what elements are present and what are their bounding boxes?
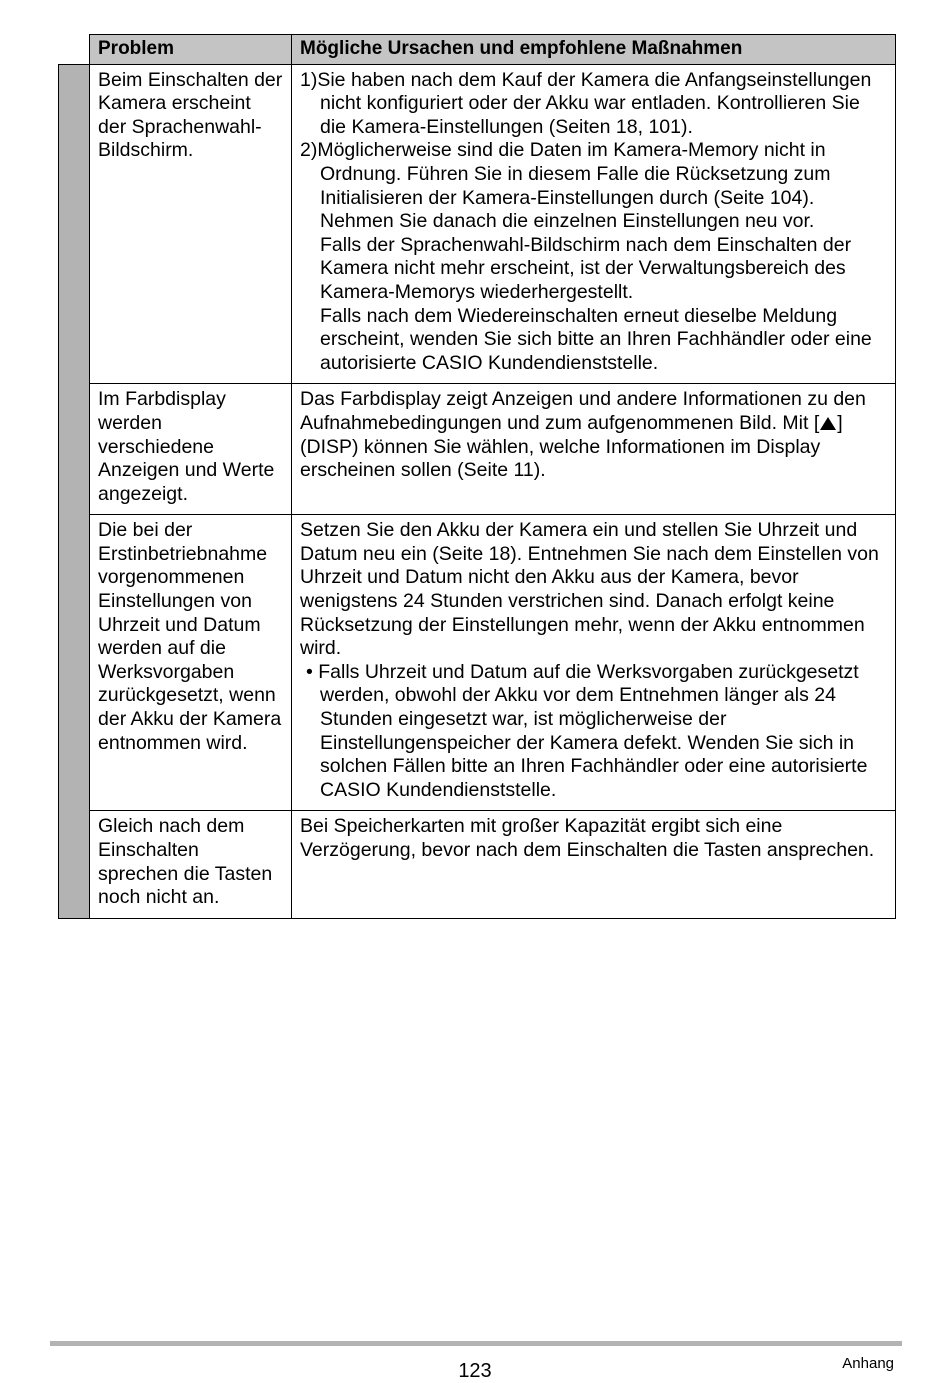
solution-paragraph: Falls der Sprachenwahl-Bildschirm nach dem Einschalten der Kamera nicht mehr erscheint, ist der Verwaltungsbereich des Kamera-Memorys wiederhergestellt. bbox=[320, 233, 852, 303]
table-row bbox=[90, 515, 896, 811]
problem-cell: Beim Einschalten der Kamera erscheint der Sprachenwahl-Bildschirm. bbox=[90, 64, 292, 384]
footer-rule bbox=[50, 1341, 902, 1346]
sidebar-tab bbox=[58, 64, 89, 919]
problem-cell: Im Farbdisplay werden verschiedene Anzeigen und Werte angezeigt. bbox=[90, 384, 292, 515]
solution-cell bbox=[292, 515, 896, 811]
solution-paragraph: Bei Speicherkarten mit großer Kapazität ergibt sich eine Verzögerung, bevor nach dem Einschalten die Tasten ansprechen. bbox=[300, 815, 875, 861]
problem-cell: Die bei der Erstinbetriebnahme vorgenommenen Einstellungen von Uhrzeit und Datum werden auf die Werksvorgaben zurückgesetzt, wenn der Akku der Kamera entnommen wird. bbox=[90, 515, 292, 811]
page-number: 123 bbox=[458, 1360, 492, 1382]
problem-cell: Gleich nach dem Einschalten sprechen die Tasten noch nicht an. bbox=[90, 811, 292, 918]
solution-paragraph: Nehmen Sie danach die einzelnen Einstellungen neu vor. bbox=[320, 210, 815, 233]
solution-text: Das Farbdisplay zeigt Anzeigen und andere Informationen zu den Aufnahmebedingungen und zum aufgenommenen Bild. Mit [ bbox=[300, 388, 866, 434]
up-triangle-icon bbox=[820, 417, 836, 430]
solution-paragraph: Falls nach dem Wiedereinschalten erneut dieselbe Meldung erscheint, wenden Sie sich bitte an Ihren Fachhändler oder eine autorisierte CASIO Kundendienststelle. bbox=[320, 304, 872, 374]
solution-cell bbox=[292, 811, 896, 918]
solution-text: ] (DISP) können Sie wählen, welche Informationen im Display erscheinen sollen (Seite 11). bbox=[300, 411, 843, 482]
numbered-item: 2)Möglicherweise sind die Daten im Kamera-Memory nicht in Ordnung. Führen Sie in diesem Falle die Rücksetzung zum Initialisieren der Kamera-Einstellungen durch (Seite 104). bbox=[300, 139, 831, 209]
table-row bbox=[90, 811, 896, 918]
bullet-item: • Falls Uhrzeit und Datum auf die Werksvorgaben zurückgesetzt werden, obwohl der Akku vor dem Entnehmen länger als 24 Stunden eingesetzt war, ist möglicherweise der Einstellungenspeicher der Kamera defekt. Wenden Sie sich in solchen Fällen bitte an Ihren Fachhändler oder eine autorisierte CASIO Kundendienststelle. bbox=[306, 660, 868, 801]
solution-paragraph: Setzen Sie den Akku der Kamera ein und stellen Sie Uhrzeit und Datum neu ein (Seite 18). Entnehmen Sie nach dem Einstellen von Uhrzeit und Datum nicht den Akku aus der Kamera, bevor wenigstens 24 Stunden verstrichen sind. Danach erfolgt keine Rücksetzung der Einstellungen mehr, wenn der Akku entnommen wird. bbox=[300, 519, 879, 660]
table-row bbox=[90, 384, 896, 515]
numbered-item: 1)Sie haben nach dem Kauf der Kamera die Anfangseinstellungen nicht konfiguriert oder der Akku war entladen. Kontrollieren Sie die Kamera-Einstellungen (Seiten 18, 101). bbox=[300, 68, 872, 138]
troubleshooting-table bbox=[89, 34, 896, 919]
table-row bbox=[90, 64, 896, 384]
solution-cell bbox=[292, 384, 896, 515]
solution-paragraph bbox=[300, 388, 887, 482]
solution-cell bbox=[292, 64, 896, 384]
table-header-row bbox=[90, 35, 896, 65]
header-causes: Mögliche Ursachen und empfohlene Maßnahmen bbox=[292, 35, 896, 65]
section-label: Anhang bbox=[842, 1355, 894, 1372]
header-problem: Problem bbox=[90, 35, 292, 65]
